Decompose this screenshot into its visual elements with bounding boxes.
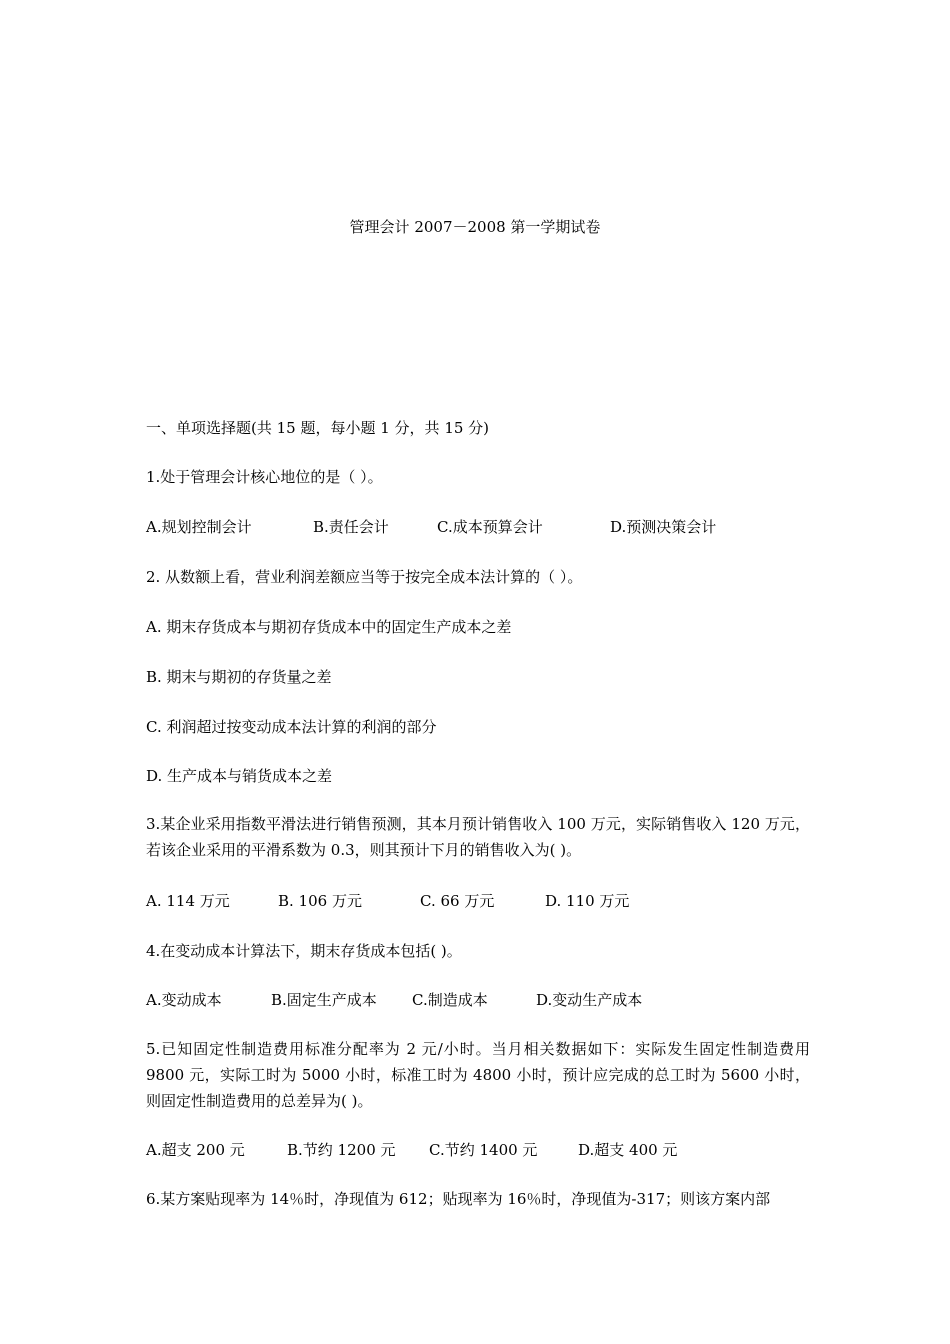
question-4-option-d: D.变动生产成本	[536, 991, 643, 1009]
question-3-option-d: D. 110 万元	[545, 892, 630, 910]
question-1-option-b: B.责任会计	[313, 518, 389, 536]
question-5-option-d: D.超支 400 元	[578, 1141, 678, 1159]
question-5-option-c: C.节约 1400 元	[429, 1141, 538, 1159]
question-2-stem: 2. 从数额上看，营业利润差额应当等于按完全成本法计算的（ ）。	[146, 568, 583, 586]
question-5-option-a: A.超支 200 元	[146, 1141, 245, 1159]
question-4-option-c: C.制造成本	[412, 991, 488, 1009]
question-2-option-a: A. 期末存货成本与期初存货成本中的固定生产成本之差	[146, 618, 512, 636]
question-2-option-b: B. 期末与期初的存货量之差	[146, 668, 332, 686]
question-1-option-d: D.预测决策会计	[610, 518, 717, 536]
question-3-stem: 3.某企业采用指数平滑法进行销售预测，其本月预计销售收入 100 万元，实际销售收入 120 万元，若该企业采用的平滑系数为 0.3，则其预计下月的销售收入为( )。	[146, 815, 810, 859]
exam-title: 管理会计 2007－2008 第一学期试卷	[349, 218, 601, 236]
question-6-stem: 6.某方案贴现率为 14％时，净现值为 612；贴现率为 16％时，净现值为-317；则该方案内部	[146, 1190, 771, 1208]
question-3-option-b: B. 106 万元	[278, 892, 362, 910]
question-4-option-b: B.固定生产成本	[271, 991, 377, 1009]
question-1-stem: 1.处于管理会计核心地位的是（ ）。	[146, 468, 383, 486]
question-4-option-a: A.变动成本	[146, 991, 222, 1009]
question-4-stem: 4.在变动成本计算法下，期末存货成本包括( )。	[146, 942, 462, 960]
question-5-option-b: B.节约 1200 元	[287, 1141, 396, 1159]
question-3-option-a: A. 114 万元	[146, 892, 230, 910]
question-1-option-a: A.规划控制会计	[146, 518, 252, 536]
question-2-option-c: C. 利润超过按变动成本法计算的利润的部分	[146, 718, 437, 736]
question-2-option-d: D. 生产成本与销货成本之差	[146, 767, 333, 785]
question-1-option-c: C.成本预算会计	[437, 518, 543, 536]
question-3-option-c: C. 66 万元	[420, 892, 495, 910]
section-heading: 一、单项选择题(共 15 题，每小题 1 分，共 15 分)	[146, 419, 490, 437]
question-5-stem: 5.已知固定性制造费用标准分配率为 2 元/小时。当月相关数据如下：实际发生固定性制造费用 9800 元，实际工时为 5000 小时，标准工时为 4800 小时，预计应完成的总工时为 5600 小时，则固定性制造费用的总差异为( )。	[146, 1040, 810, 1110]
